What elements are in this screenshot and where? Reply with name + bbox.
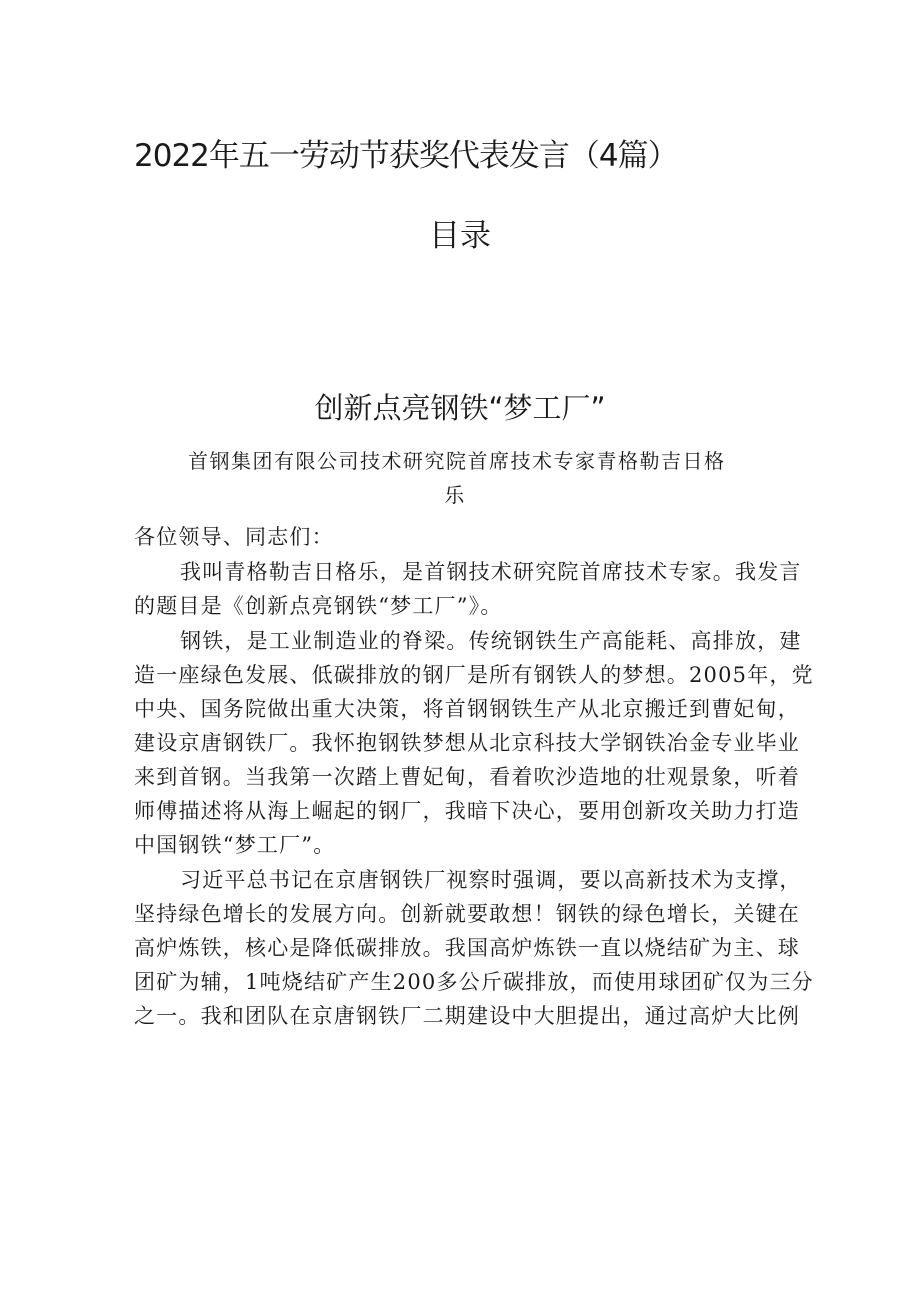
speaker-byline-line: 首钢集团有限公司技术研究院首席技术专家青格勒吉日格 <box>188 449 726 473</box>
paragraph-line: 造一座绿色发展、低碳排放的钢厂是所有钢铁人的梦想。2005年，党 <box>134 663 814 687</box>
toc-heading: 目录 <box>429 218 491 254</box>
paragraph-line: 钢铁，是工业制造业的脊梁。传统钢铁生产高能耗、高排放，建 <box>180 629 802 653</box>
paragraph-line: 中央、国务院做出重大决策，将首钢钢铁生产从北京搬迁到曹妃甸， <box>134 697 800 721</box>
paragraph <box>134 624 814 862</box>
paragraph-line: 来到首钢。当我第一次踏上曹妃甸，看着吹沙造地的壮观景象，听着 <box>134 765 800 789</box>
paragraph-line: 团矿为辅，1吨烧结矿产生200多公斤碳排放，而使用球团矿仅为三分 <box>134 970 814 994</box>
paragraph <box>134 863 814 1033</box>
paragraph-line: 师傅描述将从海上崛起的钢厂，我暗下决心，要用创新攻关助力打造 <box>134 799 800 823</box>
speaker-byline <box>188 444 748 512</box>
paragraph-line: 高炉炼铁，核心是降低碳排放。我国高炉炼铁一直以烧结矿为主、球 <box>134 936 800 960</box>
paragraph-line: 之一。我和团队在京唐钢铁厂二期建设中大胆提出，通过高炉大比例 <box>134 1004 800 1028</box>
document-title: 2022年五一劳动节获奖代表发言（4篇） <box>134 138 678 174</box>
paragraph-line: 坚持绿色增长的发展方向。创新就要敢想！钢铁的绿色增长，关键在 <box>134 902 800 926</box>
speech-title: 创新点亮钢铁“梦工厂” <box>314 391 606 425</box>
paragraph-line: 习近平总书记在京唐钢铁厂视察时强调，要以高新技术为支撑， <box>180 868 802 892</box>
paragraph <box>134 555 802 623</box>
paragraph-line: 我叫青格勒吉日格乐，是首钢技术研究院首席技术专家。我发言 <box>180 560 802 584</box>
paragraph-line: 的题目是《创新点亮钢铁“梦工厂”》。 <box>134 594 503 618</box>
salutation: 各位领导、同志们： <box>134 525 334 549</box>
paragraph-line: 中国钢铁“梦工厂”。 <box>134 833 336 857</box>
paragraph-line: 建设京唐钢铁厂。我怀抱钢铁梦想从北京科技大学钢铁冶金专业毕业 <box>134 731 800 755</box>
speech-body <box>134 520 814 1034</box>
speaker-byline-line: 乐 <box>444 483 466 507</box>
